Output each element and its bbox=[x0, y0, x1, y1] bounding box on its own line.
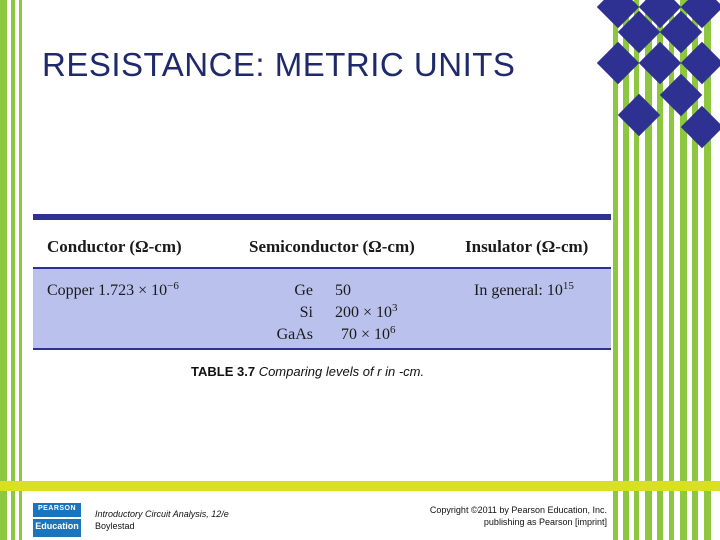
right-stripe-3 bbox=[634, 0, 639, 540]
imprint-line: publishing as Pearson [imprint] bbox=[483, 517, 607, 527]
copyright-line: Copyright ©2011 by Pearson Education, Inc. bbox=[429, 505, 607, 515]
header-conductor: Conductor (Ω-cm) bbox=[47, 237, 182, 256]
value-exponent: 6 bbox=[390, 324, 396, 336]
left-stripe-1 bbox=[0, 0, 7, 540]
logo-bottom-text: Education bbox=[35, 521, 79, 531]
footer-band bbox=[0, 481, 720, 491]
table-bottom-rule bbox=[33, 348, 611, 350]
pearson-logo bbox=[33, 503, 81, 537]
book-author: Boylestad bbox=[95, 521, 135, 531]
conductor-cell bbox=[47, 282, 179, 300]
book-title: Introductory Circuit Analysis, 12/e bbox=[95, 509, 229, 519]
table-header-row bbox=[33, 220, 611, 267]
diamond-decoration bbox=[597, 42, 639, 84]
resistivity-table bbox=[33, 214, 611, 350]
semiconductor-value bbox=[335, 282, 351, 300]
header-insulator: Insulator (Ω-cm) bbox=[465, 237, 589, 256]
semiconductor-name: Si bbox=[299, 304, 313, 321]
left-stripe-2 bbox=[11, 0, 15, 540]
insulator-value: In general: 10 bbox=[474, 282, 563, 299]
table-body bbox=[33, 269, 611, 348]
header-semiconductor: Semiconductor (Ω-cm) bbox=[249, 237, 415, 256]
conductor-value: Copper 1.723 × 10 bbox=[47, 282, 168, 299]
right-stripe-2 bbox=[623, 0, 629, 540]
right-stripe-8 bbox=[692, 0, 698, 540]
value-exponent: 3 bbox=[392, 302, 398, 314]
footer-book-info bbox=[95, 508, 229, 532]
semiconductor-value bbox=[335, 304, 398, 322]
caption-number: TABLE 3.7 bbox=[191, 364, 256, 379]
value-text: 50 bbox=[335, 282, 351, 299]
value-text: 70 × 10 bbox=[341, 326, 391, 343]
table-caption bbox=[191, 364, 424, 379]
page-title: RESISTANCE: METRIC UNITS bbox=[42, 46, 516, 83]
logo-separator bbox=[33, 517, 81, 519]
caption-text: Comparing levels of r in -cm. bbox=[258, 364, 425, 379]
insulator-cell bbox=[474, 282, 574, 300]
left-stripe-3 bbox=[19, 0, 22, 540]
value-text: 200 × 10 bbox=[335, 304, 393, 321]
semiconductor-name: Ge bbox=[294, 282, 313, 299]
right-stripe-4 bbox=[645, 0, 652, 540]
semiconductor-value bbox=[341, 326, 396, 344]
logo-top-text: PEARSON bbox=[37, 505, 77, 512]
insulator-exponent: 15 bbox=[562, 280, 574, 292]
conductor-exponent: −6 bbox=[167, 280, 179, 292]
footer-copyright bbox=[430, 504, 607, 528]
semiconductor-name: GaAs bbox=[276, 326, 313, 343]
